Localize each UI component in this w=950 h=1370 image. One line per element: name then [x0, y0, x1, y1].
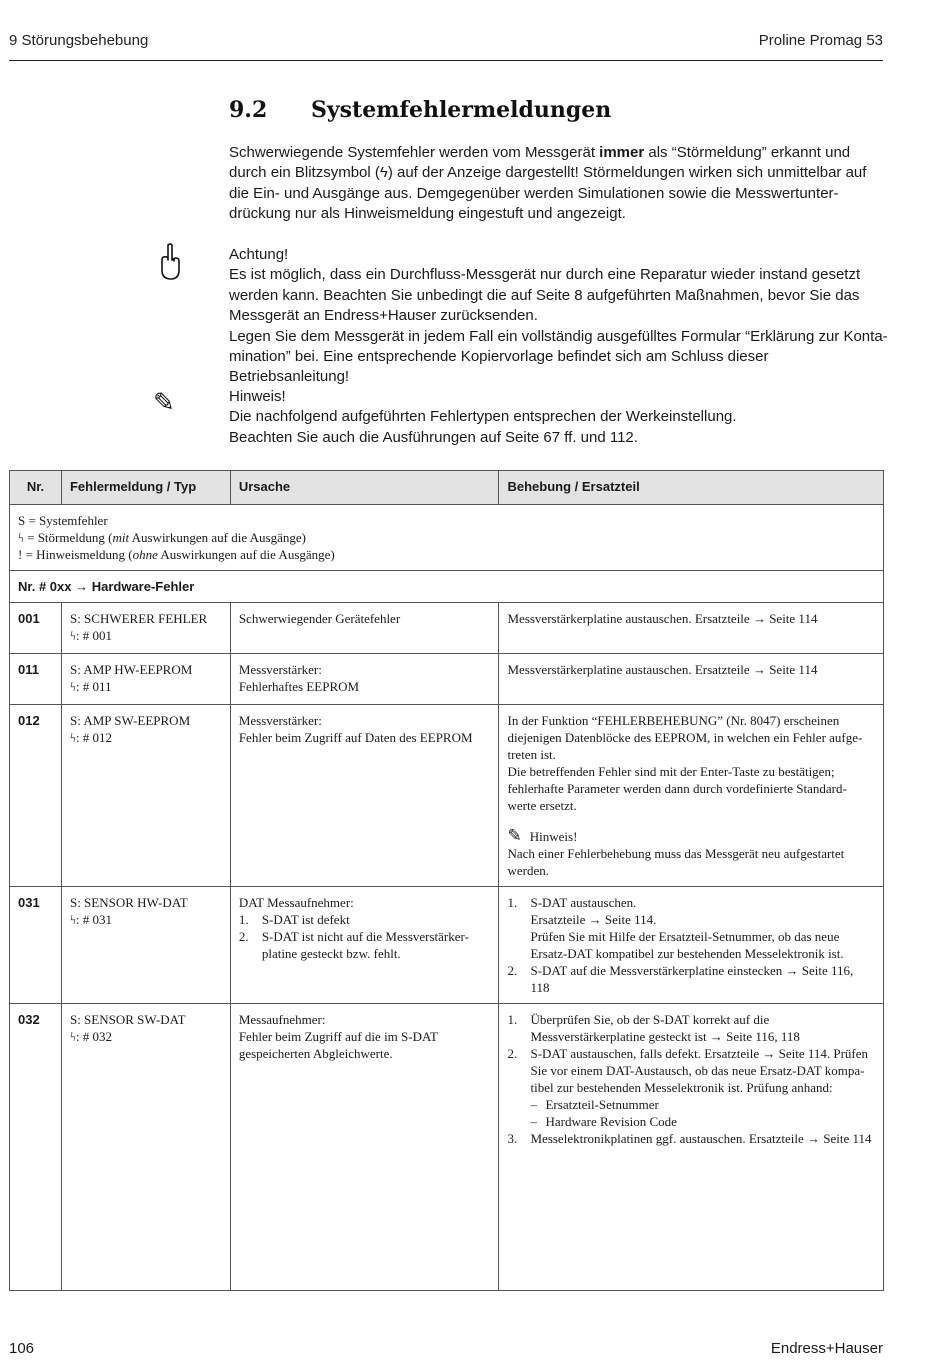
note-line-1: Die nachfolgend aufgeführten Fehlertypen entsprechen der Werkeinstellung.: [229, 408, 737, 426]
running-header-product: Proline Promag 53: [758, 32, 883, 49]
caution-block: [229, 245, 889, 388]
col-header-cause: Ursache: [230, 471, 499, 505]
section-title: [229, 97, 611, 123]
legend-fault: ϟ = Störmeldung (mit Auswirkungen auf die Ausgänge): [18, 530, 306, 545]
error-number: 031: [10, 887, 62, 1004]
error-cause: Messverstärker: Fehler beim Zugriff auf Daten des EEPROM: [230, 705, 499, 887]
section-title-text: Systemfehlermeldungen: [311, 97, 612, 123]
error-type: S: SENSOR HW-DAT ϟ: # 031: [61, 887, 230, 1004]
error-fix: 1. S-DAT austauschen. Ersatzteile → Seite 114. Prüfen Sie mit Hilfe der Ersatzteil-Setnummer, ob das neue Ersatz-DAT kompatibel zur bestehenden Messelektronik ist. 2. S-DAT auf die Messverstärkerplatine einstecken → Seite 116, 118: [499, 887, 884, 1004]
note-line-2: Beachten Sie auch die Ausführungen auf Seite 67 ff. und 112.: [229, 428, 638, 446]
table-header-row: [10, 471, 884, 505]
error-cause: Schwerwiegender Gerätefehler: [230, 603, 499, 654]
error-number: 032: [10, 1004, 62, 1291]
error-table: [9, 470, 884, 1291]
error-fix: Messverstärkerplatine austauschen. Ersatzteile → Seite 114: [499, 603, 884, 654]
error-fix: 1. Überprüfen Sie, ob der S-DAT korrekt auf die Messverstärkerplatine gesteckt ist → Seite 116, 118 2. S-DAT austauschen, falls defekt. Ersatzteile → Seite 114. Prüfen Sie vor einem DAT-Austausch, ob das neue Ersatz-DAT kompa-tibel zur bestehenden Messelektronik ist. Prüfung anhand: – Ersatzteil-Setnummer – Hardware Revision Code 3. Messelektronikplatinen ggf. austauschen. Ersatzteile → Seite 114: [499, 1004, 884, 1291]
col-header-nr: Nr.: [10, 471, 62, 505]
table-row: [10, 1004, 884, 1291]
section-number: 9.2: [229, 97, 268, 123]
footer-brand: Endress+Hauser: [770, 1340, 883, 1357]
error-cause: Messverstärker: Fehlerhaftes EEPROM: [230, 654, 499, 705]
note-pencil-icon: ✎: [153, 388, 175, 418]
page-number: 106: [9, 1340, 35, 1357]
running-header-chapter: 9 Störungsbehebung: [9, 32, 149, 49]
caution-hand-icon: [157, 243, 183, 281]
error-cause: Messaufnehmer: Fehler beim Zugriff auf die im S-DAT gespeicherten Abgleichwerte.: [230, 1004, 499, 1291]
error-fix: In der Funktion “FEHLERBEHEBUNG” (Nr. 8047) erscheinen diejenigen Datenblöcke des EEPROM, in welchen ein Fehler aufge-treten ist. Die betreffenden Fehler sind mit der Enter-Taste zu bestätigen; fehlerhafte Parameter werden dann durch vordefinierte Standard-werte ersetzt. ✎ Hinweis! Nach einer Fehlerbehebung muss das Messgerät neu aufgestartet werden.: [499, 705, 884, 887]
table-row: [10, 603, 884, 654]
caution-text-2: Legen Sie dem Messgerät in jedem Fall ein vollständig ausgefülltes Formular “Erklärung zur Konta-mination” bei. Eine entsprechende Kopiervorlage befindet sich am Schluss dieser Betriebsanleitung!: [229, 327, 888, 386]
note-pencil-icon: ✎: [507, 826, 522, 846]
error-type: S: SCHWERER FEHLER ϟ: # 001: [61, 603, 230, 654]
row-note: ✎ Hinweis!: [507, 826, 578, 846]
legend-system: S = Systemfehler: [18, 513, 108, 528]
caution-text-1: Es ist möglich, dass ein Durchfluss-Messgerät nur durch eine Reparatur wieder instand gesetzt werden kann. Beachten Sie unbedingt die auf Seite 8 aufgeführten Maßnahmen, bevor Sie das Messgerät an Endress+Hauser zurücksenden.: [229, 266, 861, 325]
col-header-fix: Behebung / Ersatzteil: [499, 471, 884, 505]
error-number: 011: [10, 654, 62, 705]
table-row: [10, 705, 884, 887]
error-number: 012: [10, 705, 62, 887]
error-type: S: AMP HW-EEPROM ϟ: # 011: [61, 654, 230, 705]
table-row: [10, 654, 884, 705]
error-number: 001: [10, 603, 62, 654]
section-row: [10, 571, 884, 603]
note-title: Hinweis!: [229, 388, 286, 405]
error-type: S: SENSOR SW-DAT ϟ: # 032: [61, 1004, 230, 1291]
error-type: S: AMP SW-EEPROM ϟ: # 012: [61, 705, 230, 887]
intro-emphasis: immer: [599, 144, 645, 161]
legend-row: [10, 505, 884, 571]
error-fix: Messverstärkerplatine austauschen. Ersatzteile → Seite 114: [499, 654, 884, 705]
error-cause: DAT Messaufnehmer: 1. S-DAT ist defekt 2. S-DAT ist nicht auf die Messverstärker-platine gesteckt bzw. fehlt.: [230, 887, 499, 1004]
header-rule: [9, 60, 883, 61]
table-row: [10, 887, 884, 1004]
legend-cell: [10, 505, 884, 571]
section-row-label: Nr. # 0xx → Hardware-Fehler: [10, 571, 884, 603]
caution-title: Achtung!: [229, 246, 289, 263]
note-block: [229, 387, 889, 448]
col-header-message: Fehlermeldung / Typ: [61, 471, 230, 505]
legend-notice: ! = Hinweismeldung (ohne Auswirkungen auf die Ausgänge): [18, 547, 335, 562]
intro-paragraph: Schwerwiegende Systemfehler werden vom Messgerät immer als “Störmeldung” erkannt und durch ein Blitzsymbol (ϟ) auf der Anzeige dargestellt! Störmeldungen wirken sich unmittelbar auf die Ein- und Ausgänge aus. Demgegenüber werden Simulationen sowie die Messwertunter-drückung nur als Hinweismeldung eingestuft und angezeigt.: [229, 144, 867, 223]
